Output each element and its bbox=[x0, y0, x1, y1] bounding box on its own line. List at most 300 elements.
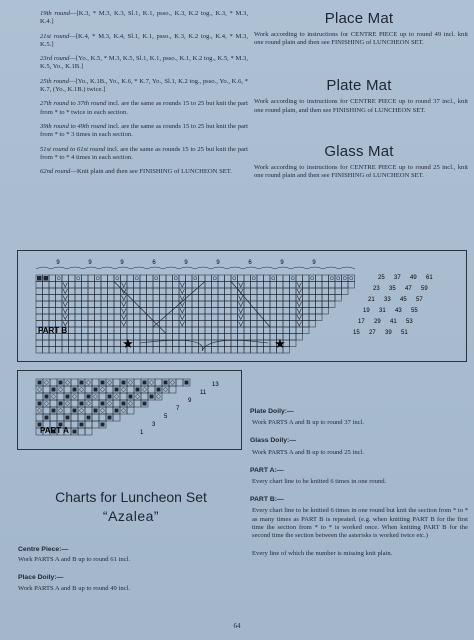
chart-cell bbox=[141, 393, 148, 400]
chart-cell bbox=[162, 386, 169, 393]
chart-cell bbox=[75, 340, 82, 347]
no-stitch-mark bbox=[164, 381, 168, 385]
no-stitch-mark bbox=[73, 430, 77, 434]
chart-cell bbox=[225, 340, 232, 347]
chart-cell bbox=[140, 334, 147, 341]
chart-cell bbox=[166, 334, 173, 341]
yarn-over-mark bbox=[87, 402, 91, 406]
chart-cell bbox=[75, 347, 82, 354]
chart-cell bbox=[212, 327, 219, 334]
chart-cell bbox=[64, 379, 71, 386]
chart-cell bbox=[225, 275, 232, 282]
chart-cell bbox=[95, 301, 102, 308]
chart-cell bbox=[78, 407, 85, 414]
chart-cell bbox=[160, 295, 167, 302]
yarn-over-mark bbox=[96, 277, 99, 280]
chart-cell bbox=[303, 275, 310, 282]
charts-title-line1: Charts for Luncheon Set bbox=[55, 489, 207, 505]
yarn-over-mark bbox=[343, 277, 346, 280]
chart-cell bbox=[88, 321, 95, 328]
chart-cell bbox=[264, 288, 271, 295]
chart-cell bbox=[296, 334, 303, 341]
chart-cell bbox=[251, 282, 258, 289]
chart-cell bbox=[277, 308, 284, 315]
yarn-over-mark bbox=[233, 277, 236, 280]
chart-cell bbox=[114, 334, 121, 341]
decrease-mark bbox=[239, 283, 244, 288]
chart-cell bbox=[88, 295, 95, 302]
chart-cell bbox=[186, 314, 193, 321]
round-instruction: 39th round to 49th round incl. are the same as rounds 15 to 25 but knit the part from * to * 3 times in each section. bbox=[40, 122, 249, 139]
chart-cell bbox=[160, 301, 167, 308]
yarn-over-mark bbox=[291, 277, 294, 280]
chart-cell bbox=[173, 327, 180, 334]
chart-cell bbox=[257, 288, 264, 295]
chart-cell bbox=[114, 301, 121, 308]
chart-cell bbox=[186, 347, 193, 354]
chart-cell bbox=[92, 421, 99, 428]
chart-cell bbox=[114, 347, 121, 354]
no-stitch-mark bbox=[101, 402, 105, 406]
chart-cell bbox=[192, 275, 199, 282]
chart-cell bbox=[78, 428, 85, 435]
row-number: 57 bbox=[416, 297, 423, 303]
yarn-over-mark bbox=[174, 277, 177, 280]
no-stitch-mark bbox=[66, 395, 70, 399]
chart-cell bbox=[75, 334, 82, 341]
chart-cell bbox=[192, 347, 199, 354]
no-stitch-mark bbox=[80, 423, 84, 427]
chart-cell bbox=[49, 308, 56, 315]
chart-cell bbox=[36, 414, 43, 421]
round-instruction: 25th round—[Yo., K.1B., Yo., K.6, * K.7, Yo., Sl.1, K.2 tog., psso., Yo., K.6, * K.7, (Yo., K.1B.) twice.] bbox=[40, 77, 248, 93]
chart-cell bbox=[95, 327, 102, 334]
yarn-over-mark bbox=[87, 381, 91, 385]
chart-cell bbox=[179, 347, 186, 354]
yarn-over-mark bbox=[213, 277, 216, 280]
chart-cell bbox=[113, 379, 120, 386]
chart-cell bbox=[36, 386, 43, 393]
no-stitch-mark bbox=[185, 381, 189, 385]
chart-cell bbox=[212, 321, 219, 328]
decrease-mark bbox=[297, 302, 302, 307]
chart-cell bbox=[140, 327, 147, 334]
chart-cell bbox=[101, 340, 108, 347]
chart-cell bbox=[192, 308, 199, 315]
chart-cell bbox=[95, 288, 102, 295]
chart-cell bbox=[147, 347, 154, 354]
chart-cell bbox=[244, 314, 251, 321]
chart-cell bbox=[62, 347, 69, 354]
chart-cell bbox=[173, 282, 180, 289]
chart-cell bbox=[69, 314, 76, 321]
rounds-instructions bbox=[40, 10, 248, 183]
chart-cell bbox=[56, 340, 63, 347]
chart-cell bbox=[36, 301, 43, 308]
chart-cell bbox=[257, 334, 264, 341]
yarn-over-mark bbox=[38, 388, 42, 392]
yarn-over-mark bbox=[129, 381, 133, 385]
chart-cell bbox=[166, 275, 173, 282]
chart-cell bbox=[106, 379, 113, 386]
chart-cell bbox=[192, 321, 199, 328]
chart-cell bbox=[212, 308, 219, 315]
chart-cell bbox=[212, 301, 219, 308]
chart-cell bbox=[270, 308, 277, 315]
no-stitch-mark bbox=[45, 395, 49, 399]
chart-cell bbox=[56, 295, 63, 302]
chart-cell bbox=[173, 314, 180, 321]
chart-cell bbox=[166, 288, 173, 295]
chart-cell bbox=[108, 321, 115, 328]
chart-cell bbox=[290, 314, 297, 321]
chart-cell bbox=[127, 301, 134, 308]
no-stitch-mark bbox=[108, 416, 112, 420]
chart-cell bbox=[134, 379, 141, 386]
chart-cell bbox=[283, 288, 290, 295]
chart-cell bbox=[36, 314, 43, 321]
chart-cell bbox=[75, 275, 82, 282]
chart-cell bbox=[192, 327, 199, 334]
yarn-over-mark bbox=[194, 277, 197, 280]
yarn-over-mark bbox=[135, 277, 138, 280]
decrease-mark bbox=[297, 315, 302, 320]
chart-cell bbox=[231, 340, 238, 347]
chart-cell bbox=[88, 282, 95, 289]
row-number: 43 bbox=[395, 308, 402, 314]
chart-cell bbox=[173, 295, 180, 302]
chart-cell bbox=[82, 301, 89, 308]
row-number: 17 bbox=[358, 319, 365, 325]
chart-cell bbox=[153, 288, 160, 295]
chart-cell bbox=[192, 340, 199, 347]
chart-cell bbox=[348, 275, 355, 282]
chart-cell bbox=[114, 314, 121, 321]
chart-cell bbox=[95, 347, 102, 354]
row-number: 15 bbox=[353, 330, 360, 336]
chart-cell bbox=[251, 327, 258, 334]
chart-cell bbox=[82, 321, 89, 328]
chart-cell bbox=[36, 393, 43, 400]
chart-cell bbox=[225, 301, 232, 308]
top-number: 6 bbox=[248, 260, 252, 266]
no-stitch-mark bbox=[37, 276, 42, 281]
yarn-over-mark bbox=[38, 409, 42, 413]
chart-cell bbox=[160, 288, 167, 295]
chart-cell bbox=[134, 340, 141, 347]
chart-cell bbox=[205, 282, 212, 289]
chart-cell bbox=[108, 334, 115, 341]
chart-cell bbox=[121, 275, 128, 282]
chart-cell bbox=[342, 275, 349, 282]
chart-cell bbox=[99, 393, 106, 400]
yarn-over-mark bbox=[155, 277, 158, 280]
chart-cell bbox=[78, 386, 85, 393]
chart-cell bbox=[257, 275, 264, 282]
chart-cell bbox=[141, 386, 148, 393]
chart-cell bbox=[329, 275, 336, 282]
plate-doily-text: Work PARTS A and B up to round 37 incl. bbox=[252, 419, 365, 427]
chart-cell bbox=[95, 295, 102, 302]
chart-cell bbox=[244, 308, 251, 315]
chart-cell bbox=[244, 301, 251, 308]
chart-cell bbox=[69, 321, 76, 328]
chart-cell bbox=[205, 327, 212, 334]
chart-cell bbox=[75, 321, 82, 328]
chart-cell bbox=[225, 308, 232, 315]
decrease-mark bbox=[63, 289, 68, 294]
no-stitch-mark bbox=[73, 388, 77, 392]
chart-cell bbox=[264, 314, 271, 321]
no-stitch-mark bbox=[101, 423, 105, 427]
yarn-over-mark bbox=[311, 277, 314, 280]
chart-cell bbox=[238, 275, 245, 282]
chart-cell bbox=[69, 301, 76, 308]
chart-cell bbox=[75, 327, 82, 334]
chart-cell bbox=[212, 275, 219, 282]
chart-cell bbox=[251, 288, 258, 295]
no-stitch-mark bbox=[129, 395, 133, 399]
chart-cell bbox=[238, 327, 245, 334]
chart-cell bbox=[147, 275, 154, 282]
chart-cell bbox=[57, 393, 64, 400]
missing-number-note: Every line of which the number is missing knit plain. bbox=[252, 550, 393, 558]
chart-cell bbox=[108, 327, 115, 334]
chart-cell bbox=[43, 301, 50, 308]
chart-cell bbox=[71, 421, 78, 428]
row-number: 49 bbox=[410, 275, 417, 281]
chart-cell bbox=[127, 400, 134, 407]
chart-cell bbox=[88, 327, 95, 334]
top-number: 9 bbox=[184, 260, 188, 266]
no-stitch-mark bbox=[115, 388, 119, 392]
top-number: 6 bbox=[152, 260, 156, 266]
chart-cell bbox=[231, 288, 238, 295]
chart-cell bbox=[218, 314, 225, 321]
chart-cell bbox=[82, 282, 89, 289]
chart-cell bbox=[69, 347, 76, 354]
chart-cell bbox=[106, 386, 113, 393]
chart-cell bbox=[49, 301, 56, 308]
chart-cell bbox=[85, 428, 92, 435]
chart-cell bbox=[113, 414, 120, 421]
yarn-over-mark bbox=[350, 277, 353, 280]
chart-cell bbox=[166, 295, 173, 302]
chart-cell bbox=[148, 386, 155, 393]
chart-cell bbox=[95, 321, 102, 328]
chart-cell bbox=[140, 314, 147, 321]
chart-cell bbox=[108, 295, 115, 302]
chart-cell bbox=[62, 340, 69, 347]
chart-cell bbox=[160, 282, 167, 289]
chart-cell bbox=[127, 288, 134, 295]
chart-cell bbox=[153, 334, 160, 341]
no-stitch-mark bbox=[108, 395, 112, 399]
chart-cell bbox=[166, 340, 173, 347]
yarn-over-mark bbox=[330, 277, 333, 280]
chart-cell bbox=[75, 295, 82, 302]
chart-cell bbox=[283, 275, 290, 282]
chart-cell bbox=[153, 295, 160, 302]
chart-cell bbox=[134, 275, 141, 282]
chart-cell bbox=[283, 295, 290, 302]
yarn-over-mark bbox=[108, 402, 112, 406]
chart-cell bbox=[186, 308, 193, 315]
chart-cell bbox=[95, 340, 102, 347]
row-number: 61 bbox=[426, 275, 433, 281]
chart-cell bbox=[134, 295, 141, 302]
chart-cell bbox=[173, 301, 180, 308]
chart-cell bbox=[140, 288, 147, 295]
no-stitch-mark bbox=[59, 381, 63, 385]
decrease-mark bbox=[63, 296, 68, 301]
chart-cell bbox=[120, 386, 127, 393]
chart-cell bbox=[56, 275, 63, 282]
chart-cell bbox=[309, 275, 316, 282]
chart-cell bbox=[166, 321, 173, 328]
chart-cell bbox=[88, 301, 95, 308]
chart-cell bbox=[316, 275, 323, 282]
chart-cell bbox=[238, 347, 245, 354]
chart-cell bbox=[106, 400, 113, 407]
chart-cell bbox=[212, 334, 219, 341]
chart-cell bbox=[212, 347, 219, 354]
round-instruction: 23rd round—[Yo., K.5, * M.3, K.5, Sl.1, K.1, psso., K.1, K.2 tog., K.5, * M.3, K.5, Yo., K.1B.] bbox=[40, 55, 248, 71]
row-number: 41 bbox=[390, 319, 397, 325]
chart-cell bbox=[101, 282, 108, 289]
chart-cell bbox=[283, 321, 290, 328]
chart-cell bbox=[283, 301, 290, 308]
yarn-over-mark bbox=[272, 277, 275, 280]
chart-cell bbox=[134, 393, 141, 400]
row-number: 21 bbox=[368, 297, 375, 303]
chart-cell bbox=[231, 334, 238, 341]
chart-cell bbox=[49, 275, 56, 282]
chart-cell bbox=[101, 321, 108, 328]
chart-cell bbox=[160, 314, 167, 321]
chart-cell bbox=[205, 321, 212, 328]
yarn-over-mark bbox=[171, 381, 175, 385]
charts-title-azalea: “Azalea” bbox=[102, 508, 160, 524]
glass-doily-text: Work PARTS A and B up to round 25 incl. bbox=[252, 448, 365, 456]
chart-cell bbox=[64, 400, 71, 407]
chart-cell bbox=[71, 414, 78, 421]
chart-cell bbox=[75, 314, 82, 321]
yarn-over-mark bbox=[45, 381, 49, 385]
chart-cell bbox=[290, 275, 297, 282]
chart-cell bbox=[316, 288, 323, 295]
chart-cell bbox=[225, 282, 232, 289]
chart-cell bbox=[95, 308, 102, 315]
row-number: 3 bbox=[152, 422, 156, 428]
chart-cell bbox=[78, 393, 85, 400]
chart-cell bbox=[186, 275, 193, 282]
chart-cell bbox=[290, 308, 297, 315]
yarn-over-mark bbox=[337, 277, 340, 280]
no-stitch-mark bbox=[136, 388, 140, 392]
chart-cell bbox=[169, 386, 176, 393]
round-instruction: 62nd round—Knit plain and then see FINISHING of LUNCHEON SET. bbox=[40, 168, 232, 176]
chart-cell bbox=[101, 275, 108, 282]
chart-cell bbox=[134, 334, 141, 341]
no-stitch-mark bbox=[157, 388, 161, 392]
yarn-over-mark bbox=[157, 395, 161, 399]
chart-cell bbox=[134, 321, 141, 328]
yarn-over-mark bbox=[66, 402, 70, 406]
chart-cell bbox=[309, 321, 316, 328]
chart-cell bbox=[231, 295, 238, 302]
chart-cell bbox=[49, 295, 56, 302]
part-a-text: Every chart line to be knitted 6 times in one round. bbox=[252, 478, 387, 486]
no-stitch-mark bbox=[87, 416, 91, 420]
part-a-row-numbers bbox=[140, 382, 219, 436]
chart-cell bbox=[218, 295, 225, 302]
chart-cell bbox=[43, 282, 50, 289]
chart-cell bbox=[36, 340, 43, 347]
chart-cell bbox=[290, 334, 297, 341]
top-number: 9 bbox=[120, 260, 124, 266]
chart-cell bbox=[264, 308, 271, 315]
yarn-over-mark bbox=[122, 388, 126, 392]
chart-cell bbox=[134, 400, 141, 407]
row-number: 45 bbox=[400, 297, 407, 303]
yarn-over-mark bbox=[129, 402, 133, 406]
chart-cell bbox=[64, 407, 71, 414]
chart-cell bbox=[231, 308, 238, 315]
place-doily-heading: Place Doily:— bbox=[18, 574, 64, 582]
chart-cell bbox=[108, 301, 115, 308]
no-stitch-mark bbox=[80, 381, 84, 385]
centre-piece-heading: Centre Piece:— bbox=[18, 546, 69, 553]
chart-cell bbox=[50, 393, 57, 400]
chart-cell bbox=[127, 282, 134, 289]
chart-cell bbox=[296, 327, 303, 334]
chart-cell bbox=[114, 321, 121, 328]
chart-cell bbox=[335, 295, 342, 302]
chart-cell bbox=[283, 314, 290, 321]
yarn-over-mark bbox=[45, 402, 49, 406]
chart-cell bbox=[290, 288, 297, 295]
chart-cell bbox=[36, 295, 43, 302]
centre-piece-text: Work PARTS A and B up to round 61 incl. bbox=[18, 556, 131, 564]
chart-cell bbox=[82, 340, 89, 347]
chart-cell bbox=[283, 308, 290, 315]
chart-cell bbox=[303, 282, 310, 289]
no-stitch-mark bbox=[143, 381, 147, 385]
chart-cell bbox=[166, 301, 173, 308]
chart-cell bbox=[199, 321, 206, 328]
chart-cell bbox=[134, 308, 141, 315]
yarn-over-mark bbox=[115, 395, 119, 399]
no-stitch-mark bbox=[150, 395, 154, 399]
chart-cell bbox=[95, 314, 102, 321]
chart-cell bbox=[264, 301, 271, 308]
chart-cell bbox=[251, 334, 258, 341]
row-number: 51 bbox=[401, 330, 408, 336]
chart-cell bbox=[348, 282, 355, 289]
decrease-mark bbox=[180, 283, 185, 288]
chart-cell bbox=[82, 327, 89, 334]
chart-cell bbox=[290, 327, 297, 334]
top-number: 9 bbox=[216, 260, 220, 266]
chart-cell bbox=[85, 407, 92, 414]
chart-cell bbox=[69, 340, 76, 347]
chart-cell bbox=[56, 282, 63, 289]
chart-cell bbox=[160, 275, 167, 282]
chart-cell bbox=[85, 379, 92, 386]
chart-cell bbox=[153, 301, 160, 308]
chart-cell bbox=[36, 347, 43, 354]
